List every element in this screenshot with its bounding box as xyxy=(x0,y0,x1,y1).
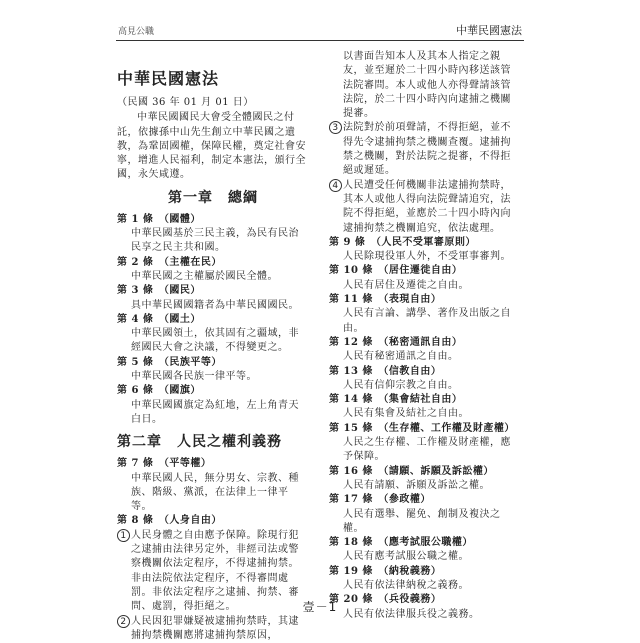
publisher-label: 高見公職 xyxy=(118,24,154,37)
article-heading: 第 17 條 （參政權） xyxy=(329,493,521,507)
article-text: 中華民國各民族一律平等。 xyxy=(117,370,309,384)
article-heading: 第 16 條 （請願、訴願及訴訟權） xyxy=(329,465,521,479)
article-heading: 第 1 條 （國體） xyxy=(117,213,309,227)
article-text: 中華民國基於三民主義，為民有民治民享之民主共和國。 xyxy=(117,227,309,256)
right-column xyxy=(329,50,521,622)
article-text: 中華民國人民，無分男女、宗教、種族、階級、黨派，在法律上一律平等。 xyxy=(117,472,309,515)
article-16 xyxy=(329,465,521,494)
article-9 xyxy=(329,236,521,265)
clause-number-badge: 4 xyxy=(329,179,342,192)
article-7 xyxy=(117,457,309,514)
article-15 xyxy=(329,422,521,465)
article-heading: 第 5 條 （民族平等） xyxy=(117,356,309,370)
article-heading: 第 11 條 （表現自由） xyxy=(329,293,521,307)
article-heading: 第 4 條 （國土） xyxy=(117,313,309,327)
article-text: 人民之生存權、工作權及財產權，應予保障。 xyxy=(329,436,521,465)
article-text: 人民有依法律服兵役之義務。 xyxy=(329,608,521,622)
article-17 xyxy=(329,493,521,536)
article-text: 中華民國之主權屬於國民全體。 xyxy=(117,270,309,284)
running-title: 中華民國憲法 xyxy=(456,22,522,38)
document-title: 中華民國憲法 xyxy=(117,68,309,90)
article-13 xyxy=(329,365,521,394)
article-text: 人民除現役軍人外，不受軍事審判。 xyxy=(329,250,521,264)
article-4 xyxy=(117,313,309,356)
article-heading: 第 19 條 （納稅義務） xyxy=(329,565,521,579)
header-divider xyxy=(116,40,524,41)
page-number: 壹－1 xyxy=(0,598,640,615)
clause-text: 人民因犯罪嫌疑被逮捕拘禁時，其逮捕拘禁機關應將逮捕拘禁原因， xyxy=(131,616,299,641)
article-heading: 第 20 條 （兵役義務） xyxy=(329,593,521,607)
clause-text: 法院對於前項聲請，不得拒絕，並不得先令逮捕拘禁之機關查覆。逮捕拘禁之機關，對於法院之提審，不得拒絕或遲延。 xyxy=(343,122,511,176)
article-14 xyxy=(329,393,521,422)
article-heading: 第 7 條 （平等權） xyxy=(117,457,309,471)
article-text: 人民有依法律納稅之義務。 xyxy=(329,579,521,593)
article-3 xyxy=(117,284,309,313)
left-column xyxy=(117,50,309,643)
article-heading: 第 15 條 （生存權、工作權及財產權） xyxy=(329,422,521,436)
article-text: 人民有信仰宗教之自由。 xyxy=(329,379,521,393)
article-heading: 第 14 條 （集會結社自由） xyxy=(329,393,521,407)
article-heading: 第 13 條 （信教自由） xyxy=(329,365,521,379)
clause-item xyxy=(117,615,309,643)
clause-number-badge: 3 xyxy=(329,121,342,134)
article-heading: 第 3 條 （國民） xyxy=(117,284,309,298)
promulgation-date: （民國 36 年 01 月 01 日） xyxy=(117,96,309,110)
clause-item xyxy=(329,179,521,236)
chapter-1-heading: 第一章 總綱 xyxy=(117,187,309,209)
article-12 xyxy=(329,336,521,365)
article-1 xyxy=(117,213,309,256)
article-10 xyxy=(329,264,521,293)
article-text: 人民有請願、訴願及訴訟之權。 xyxy=(329,479,521,493)
article-text: 具中華民國國籍者為中華民國國民。 xyxy=(117,299,309,313)
article-text: 人民有居住及遷徙之自由。 xyxy=(329,279,521,293)
article-text: 人民有秘密通訊之自由。 xyxy=(329,350,521,364)
clause-number-badge: 2 xyxy=(117,615,130,628)
article-text: 中華民國國旗定為紅地，左上角青天白日。 xyxy=(117,399,309,428)
article-text: 人民有言論、講學、著作及出版之自由。 xyxy=(329,307,521,336)
article-heading: 第 18 條 （應考試服公職權） xyxy=(329,536,521,550)
preamble: 中華民國國民大會受全體國民之付託，依據孫中山先生創立中華民國之遺教，為鞏固國權，保障民權，奠定社會安寧，增進人民福利，制定本憲法，頒行全國，永矢咸遵。 xyxy=(117,111,309,182)
chapter-2-heading: 第二章 人民之權利義務 xyxy=(117,431,309,453)
article-heading: 第 10 條 （居住遷徙自由） xyxy=(329,264,521,278)
article-text: 人民有選舉、罷免、創制及複決之權。 xyxy=(329,508,521,537)
article-11 xyxy=(329,293,521,336)
clause-continuation: 以書面告知本人及其本人指定之親友，並至遲於二十四小時內移送該管法院審問。本人或他人亦得聲請該管法院，於二十四小時內向逮捕之機關提審。 xyxy=(329,50,521,121)
article-5 xyxy=(117,356,309,385)
clause-number-badge: 1 xyxy=(117,529,130,542)
article-6 xyxy=(117,384,309,427)
article-text: 人民有應考試服公職之權。 xyxy=(329,550,521,564)
clause-text: 人民遭受任何機關非法逮捕拘禁時，其本人或他人得向法院聲請追究，法院不得拒絕，並應於二十四小時內向逮捕拘禁之機關追究，依法處理。 xyxy=(343,180,511,234)
article-8 xyxy=(117,514,309,643)
article-text: 中華民國領土，依其固有之疆域，非經國民大會之決議，不得變更之。 xyxy=(117,327,309,356)
article-18 xyxy=(329,536,521,565)
article-heading: 第 9 條 （人民不受軍審原則） xyxy=(329,236,521,250)
clause-item xyxy=(329,121,521,178)
clause-text: 人民身體之自由應予保障。除現行犯之逮捕由法律另定外，非經司法或警察機關依法定程序，不得逮捕拘禁。非由法院依法定程序，不得審問處罰。非依法定程序之逮捕、拘禁、審問、處罰，得拒絕之。 xyxy=(131,530,299,612)
article-heading: 第 2 條 （主權在民） xyxy=(117,256,309,270)
article-heading: 第 6 條 （國旗） xyxy=(117,384,309,398)
article-19 xyxy=(329,565,521,594)
article-2 xyxy=(117,256,309,285)
article-text: 人民有集會及結社之自由。 xyxy=(329,407,521,421)
article-heading: 第 12 條 （秘密通訊自由） xyxy=(329,336,521,350)
article-heading: 第 8 條 （人身自由） xyxy=(117,514,309,528)
